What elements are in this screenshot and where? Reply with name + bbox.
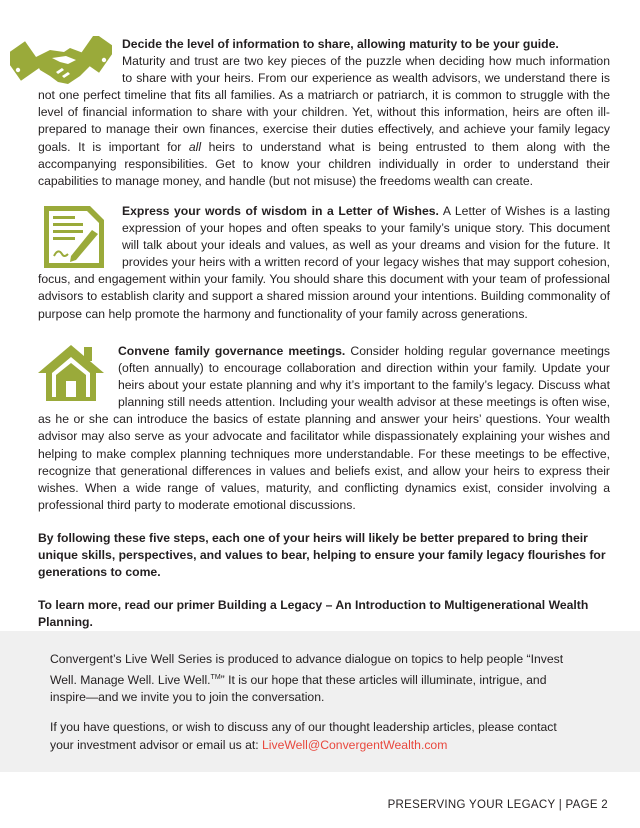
section-body-cont: heirs to understand what is being entrusted to them along with the accompanying responsibilities. Get to know your children individually in order to understand their capabilities to manage money, and handle (but not misuse) the freedoms wealth can create. bbox=[38, 139, 610, 188]
document-pen-icon bbox=[42, 204, 106, 270]
trademark-mark: TM bbox=[210, 673, 221, 681]
section-body: Maturity and trust are two key pieces of the puzzle when deciding how much information to share with your heirs. From our experience as wealth advisors, we understand there is not one perfect timeline that fits all families. As a matriarch or patriarch, it is common to struggle with the level of financial information to share with your children. Yet, without this information, heirs are often ill-prepared to manage their own finances, exercise their duties effectively, and achieve your family legacy goals. It is important for bbox=[38, 54, 610, 154]
footer-series-paragraph bbox=[50, 651, 570, 707]
section-information-sharing bbox=[38, 36, 610, 190]
section-lead: Decide the level of information to share, allowing maturity to be your guide. bbox=[122, 37, 559, 51]
email-link[interactable]: LiveWell@ConvergentWealth.com bbox=[262, 737, 448, 752]
closing-statement: By following these five steps, each one of your heirs will likely be better prepared to bring their unique skills, perspectives, and values to bear, helping to ensure your family legacy flourishes for generations to come. bbox=[38, 531, 606, 580]
handshake-icon bbox=[10, 36, 112, 86]
section-letter-of-wishes bbox=[38, 203, 610, 323]
footer-series-text: Convergent’s Live Well Series is produced to advance dialogue on topics to help people “Invest Well. Manage Well. Live Well. bbox=[50, 652, 564, 687]
footer-contact-text: If you have questions, or wish to discuss any of our thought leadership articles, please contact your investment advisor or email us at: bbox=[50, 720, 557, 752]
section-governance-meetings bbox=[38, 343, 610, 514]
learn-more-link-text: To learn more, read our primer Building a Legacy – An Introduction to Multigenerational Wealth Planning. bbox=[38, 598, 589, 630]
footer-contact-paragraph bbox=[50, 719, 570, 754]
footer-series-text-cont: ” It is our hope that these articles will illuminate, intrigue, and inspire—and we invite you to join the conversation. bbox=[50, 672, 547, 705]
section-body: Consider holding regular governance meetings (often annually) to encourage collaboration and direction within your family. Update your heirs about your estate planning and why it’s important to the family’s legacy. Discuss what planning still needs attention. Including your wealth advisor at these meetings is often wise, as he or she can introduce the basics of estate planning and answer your heirs’ questions. Your wealth advisor may also serve as your advocate and facilitator while dispassionately explaining your wishes and helping to make complex planning techniques more understandable. For these meetings to be effective, recognize that generational differences in values and beliefs exist, and allow your heirs to express their wishes. When a wide range of values, maturity, and conflicting dynamics exist, consider involving a professional third party to moderate emotional discussions. bbox=[38, 344, 610, 512]
house-icon bbox=[38, 343, 104, 403]
section-body: A Letter of Wishes is a lasting expression of your hopes and often speaks to your family’s unique story. This document will talk about your ideals and values, as well as your dreams and vision for the future. It provides your heirs with a written record of your legacy wishes that may support cohesion, focus, and engagement within your family. You should share this document with your team of professional advisors to establish clarity and support a shared mission around your intentions. Building commonality of purpose can help promote the harmony and functionality of your family across generations. bbox=[38, 204, 610, 321]
section-emphasis: all bbox=[188, 139, 202, 154]
footer-info-box bbox=[0, 631, 640, 772]
page-footer: PRESERVING YOUR LEGACY | PAGE 2 bbox=[387, 799, 608, 811]
section-lead: Convene family governance meetings. bbox=[118, 344, 346, 358]
section-lead: Express your words of wisdom in a Letter of Wishes. bbox=[122, 204, 439, 218]
